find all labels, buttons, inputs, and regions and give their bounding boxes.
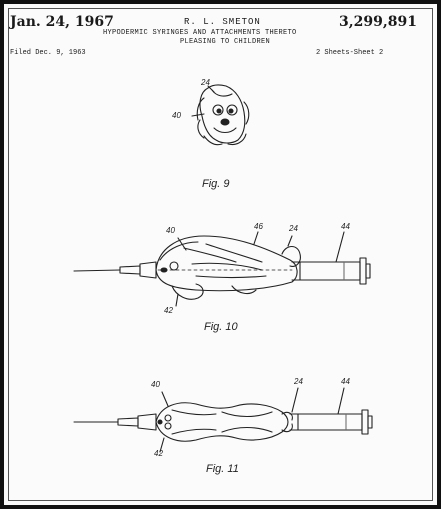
fig9-ref-40: 40 <box>172 111 181 120</box>
fig9-caption: Fig. 9 <box>202 178 230 190</box>
fig10-ref-40: 40 <box>166 226 175 235</box>
patent-date: Jan. 24, 1967 <box>10 14 114 30</box>
fig11-ref-24: 24 <box>294 377 303 386</box>
fig11-ref-42: 42 <box>154 449 163 458</box>
fig10-ref-44: 44 <box>341 222 350 231</box>
patent-title-line1: HYPODERMIC SYRINGES AND ATTACHMENTS THERETO <box>103 29 297 37</box>
fig11-caption: Fig. 11 <box>206 463 239 475</box>
filing-date: Filed Dec. 9, 1963 <box>10 49 86 57</box>
patent-number: 3,299,891 <box>339 14 417 30</box>
fig9-ref-24: 24 <box>201 78 210 87</box>
fig10-caption: Fig. 10 <box>204 321 238 333</box>
fig11-syringe-illustration <box>74 388 372 452</box>
fig10-ref-24: 24 <box>289 224 298 233</box>
sheet-count: 2 Sheets-Sheet 2 <box>316 49 384 57</box>
patent-title-line2: PLEASING TO CHILDREN <box>180 38 271 46</box>
fig10-ref-42: 42 <box>164 306 173 315</box>
fig11-ref-40: 40 <box>151 380 160 389</box>
fig11-ref-44: 44 <box>341 377 350 386</box>
inventor-name: R. L. SMETON <box>184 17 261 27</box>
fig10-ref-46: 46 <box>254 222 263 231</box>
fig10-syringe-illustration <box>74 232 370 306</box>
fig9-animal-head-illustration <box>192 85 249 145</box>
